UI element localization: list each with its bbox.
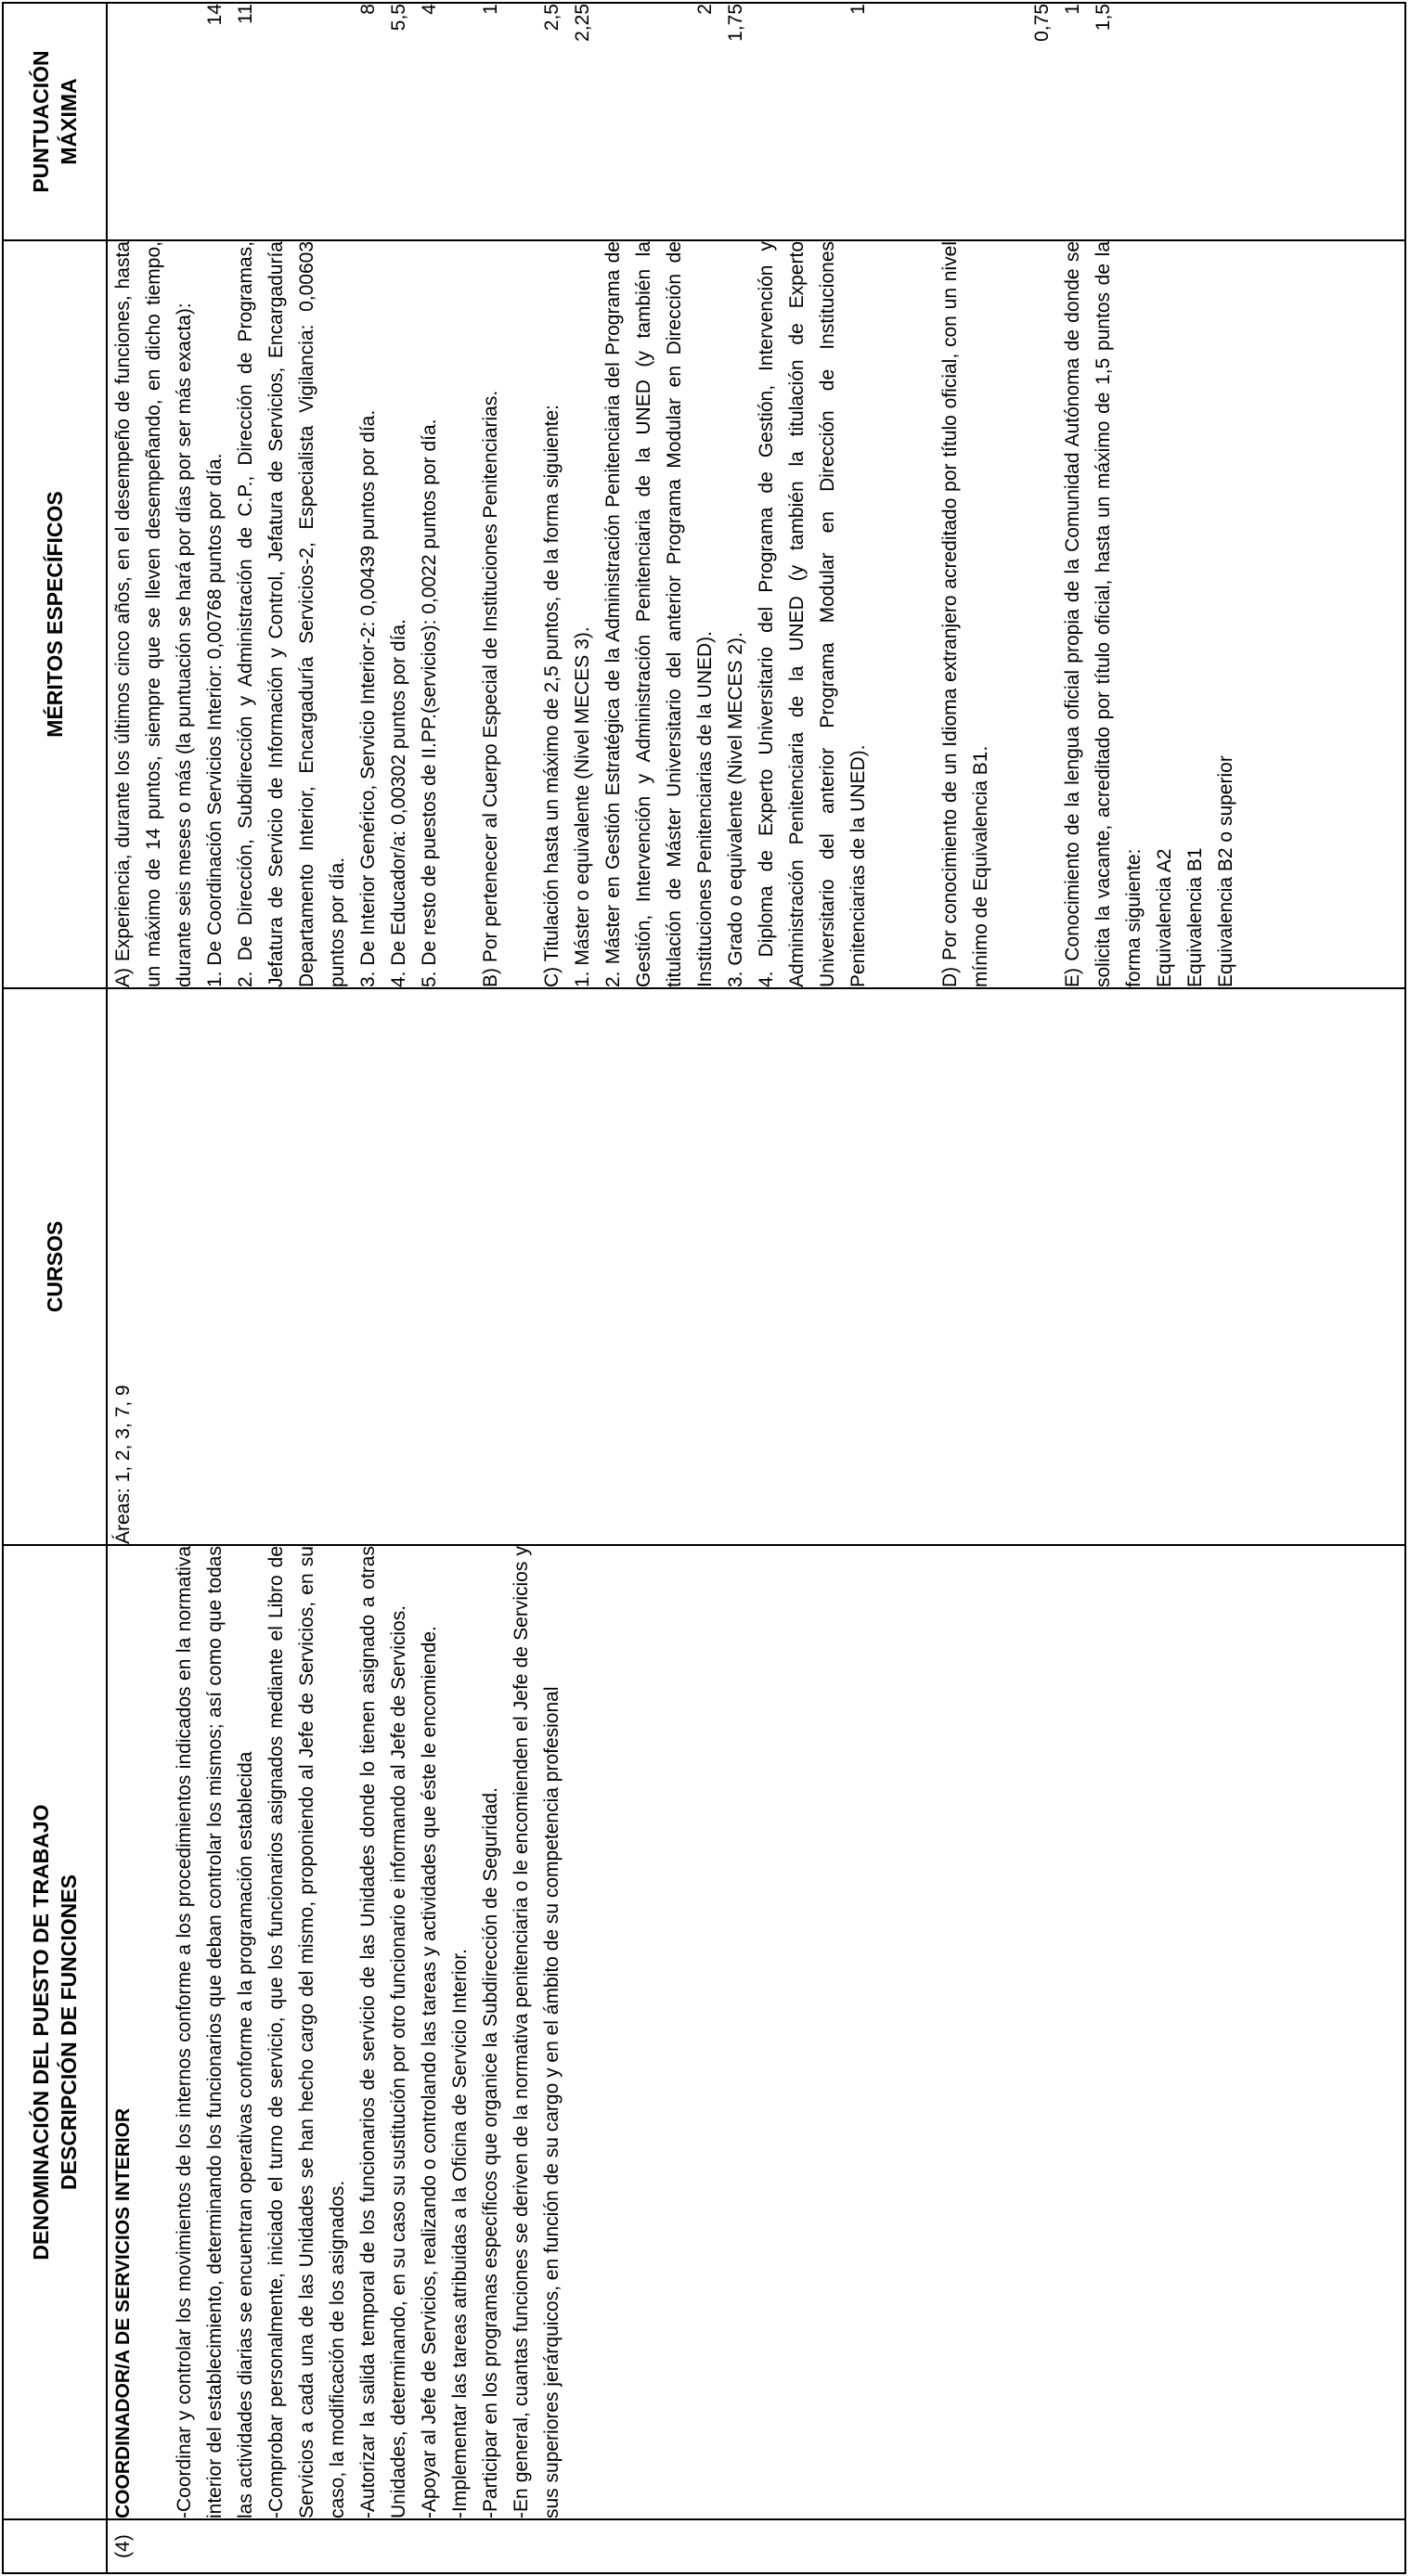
merit-c-item: 1. Máster o equivalente (Nivel MECES 3).: [572, 626, 593, 987]
merit-b: B) Por pertenecer al Cuerpo Especial de Instituciones Penitenciarias.: [480, 390, 501, 987]
merit-c-intro: C) Titulación hasta un máximo de 2,5 puntos, de la forma siguiente:: [541, 404, 563, 987]
header-meritos: MÉRITOS ESPECÍFICOS: [3, 240, 107, 988]
score-a1: 11: [235, 4, 256, 24]
merit-a-intro: A) Experiencia, durante los últimos cinco años, en el desempeño de funciones, hasta un máximo de 14 puntos, siempre que se lleven desempeñando, en dicho tiempo, durante seis meses o más (la puntuación se hará por días por ser más exacta):: [112, 241, 195, 987]
meritos-cell: [107, 240, 1405, 988]
table-row: [107, 3, 1405, 2573]
score-a2: 8: [357, 4, 379, 15]
puesto-cell: [107, 1545, 1405, 2519]
cursos-cell: Áreas: 1, 2, 3, 7, 9: [107, 988, 1405, 1545]
spacer: [445, 241, 475, 987]
merit-a-item: 4. De Educador/a: 0,00302 puntos por día.: [388, 619, 409, 987]
function-item: -Participar en los programas específicos que organice la Subdirección de Seguridad.: [480, 1787, 501, 2518]
header-puntuacion: [3, 3, 107, 240]
spacer: [873, 241, 904, 987]
merits-table: [2, 2, 1406, 2574]
puntuacion-cell: [107, 3, 1405, 240]
header-puesto-line1: DENOMINACIÓN DEL PUESTO DE TRABAJO: [29, 1804, 53, 2260]
header-puntuacion-line1: PUNTUACIÓN: [29, 50, 53, 193]
merit-e-intro: E) Conocimiento de la lengua oficial propia de la Comunidad Autónoma de donde se solicita la vacante, acreditado por título oficial, hasta un máximo de 1,5 puntos de la forma siguiente:: [1062, 241, 1145, 987]
score-c4: 1,75: [725, 4, 746, 42]
spacer: [506, 241, 537, 987]
score-e2: 1: [1062, 4, 1083, 15]
merit-c-item: 3. Grado o equivalente (Nivel MECES 2).: [725, 632, 746, 987]
score-a-total: 14: [204, 4, 226, 26]
header-puesto: [3, 1545, 107, 2519]
row-number: (4): [107, 2519, 1405, 2573]
merit-a-item: 3. De Interior Genérico, Servicio Interior-2: 0,00439 puntos por día.: [357, 409, 379, 987]
function-item: -Apoyar al Jefe de Servicios, realizando o controlando las tareas y actividades que éste le encomiende.: [419, 1626, 440, 2518]
score-d: 1: [847, 4, 869, 15]
function-item: -En general, cuantas funciones se deriven de la normativa penitenciaria o le encomienden el Jefe de Servicios y sus superiores jerárquicos, en función de su cargo y en el ámbito de su competencia profesional: [511, 1546, 563, 2518]
merit-d: D) Por conocimiento de un Idioma extranjero acreditado por título oficial, con un nivel mínimo de Equivalencia B1.: [939, 241, 991, 987]
header-cursos: CURSOS: [3, 988, 107, 1545]
spacer: [996, 241, 1027, 987]
header-row: [3, 3, 107, 2573]
merit-c-item: 2. Máster en Gestión Estratégica de la Administración Penitenciaria del Programa de Gestión, Intervención y Administración Penitenciaria de la UNED (y también la titulación de Máster Universitario del anterior Programa Modular en Dirección de Instituciones Penitenciarias de la UNED).: [602, 241, 716, 987]
score-c3: 2: [694, 4, 716, 15]
function-item: -Implementar las tareas atribuidas a la Oficina de Servicio Interior.: [449, 1949, 471, 2518]
score-c-total: 2,5: [541, 4, 563, 32]
merit-e-item: Equivalencia A2: [1154, 848, 1175, 987]
merit-c-item: 4. Diploma de Experto Universitario del Programa de Gestión, Intervención y Administración Penitenciaria de la UNED (y también la titulación de Experto Universitario del anterior Programa Modular en Dirección de Instituciones Penitenciarias de la UNED).: [756, 241, 869, 987]
header-puesto-line2: DESCRIPCIÓN DE FUNCIONES: [57, 1874, 81, 2190]
merit-a-item: 1. De Coordinación Servicios Interior: 0,00768 puntos por día.: [204, 453, 226, 987]
merit-e-item: Equivalencia B2 o superior: [1215, 755, 1236, 987]
score-e1: 0,75: [1031, 4, 1053, 42]
function-item: -Coordinar y controlar los movimientos de los internos conforme a los procedimientos indicados en la normativa interior del establecimiento, determinando los funcionarios que deban controlar los mismos; así como que todas las actividades diarias se encuentran operativas conforme a la programación establecida: [174, 1546, 256, 2518]
puesto-title: COORDINADOR/A DE SERVICIOS INTERIOR: [112, 2107, 134, 2518]
spacer: [904, 241, 935, 987]
score-b: 1: [480, 4, 501, 15]
function-item: -Autorizar la salida temporal de los funcionarios de servicio de las Unidades donde lo tienen asignado a otras Unidades, determinando, en su caso su sustitución por otro funcionario e informando al Jefe de Servicios.: [357, 1546, 409, 2518]
score-c1: 2,25: [572, 4, 593, 42]
function-item: -Comprobar personalmente, iniciado el turno de servicio, que los funcionarios asignados mediante el Libro de Servicios a cada una de las Unidades se han hecho cargo del mismo, proponiendo al Jefe de Servicios, en su caso, la modificación de los asignados.: [265, 1546, 348, 2518]
header-puntuacion-line2: MÁXIMA: [57, 78, 81, 165]
merit-e-item: Equivalencia B1: [1184, 847, 1206, 987]
header-number: [3, 2519, 107, 2573]
merit-a-item: 5. De resto de puestos de II.PP.(servicios): 0,0022 puntos por día.: [419, 419, 440, 987]
spacer: [1027, 241, 1057, 987]
score-a3: 5,5: [388, 4, 409, 32]
merit-a-item: 2. De Dirección, Subdirección y Administración de C.P., Dirección de Programas, Jefatura de Servicio de Información y Control, Jefatura de Servicios, Encargaduría Departamento Interior, Encargaduría Servicios-2, Especialista Vigilancia: 0,00603 puntos por día.: [235, 241, 348, 987]
score-e3: 1,5: [1093, 4, 1114, 32]
score-a4: 4: [419, 4, 440, 15]
